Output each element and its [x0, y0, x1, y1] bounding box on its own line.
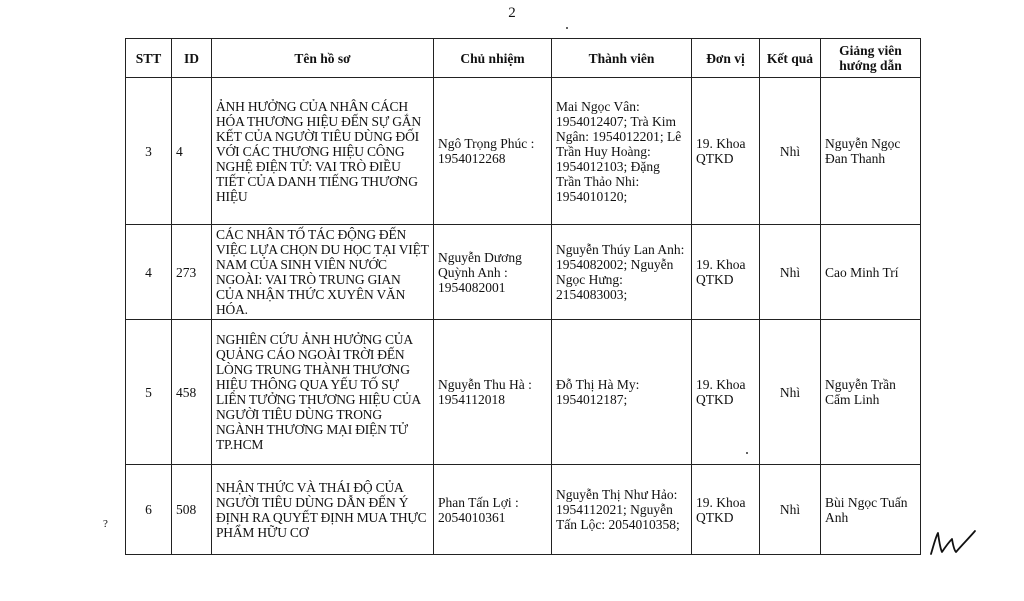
cell-stt: 3 — [126, 78, 172, 225]
page-number: 2 — [508, 5, 516, 21]
table-row — [126, 225, 921, 320]
cell-title: CÁC NHÂN TỐ TÁC ĐỘNG ĐẾN VIỆC LỰA CHỌN DU HỌC TẠI VIỆT NAM CỦA SINH VIÊN NƯỚC NGOÀI: VAI TRÒ TRUNG GIAN CỦA NHẬN THỨC XUYÊN VĂN HÓA. — [212, 225, 434, 320]
cell-unit: 19. Khoa QTKD — [692, 465, 760, 555]
header-advisor-line1: Giảng viên — [839, 43, 902, 58]
cell-id: 273 — [172, 225, 212, 320]
header-unit: Đơn vị — [692, 39, 760, 78]
header-advisor-line2: hướng dẫn — [839, 58, 902, 73]
table-row — [126, 78, 921, 225]
cell-id: 508 — [172, 465, 212, 555]
header-advisor — [821, 39, 921, 78]
cell-unit: 19. Khoa QTKD — [692, 78, 760, 225]
cell-leader: Ngô Trọng Phúc : 1954012268 — [434, 78, 552, 225]
header-members: Thành viên — [552, 39, 692, 78]
cell-advisor: Nguyễn Ngọc Đan Thanh — [821, 78, 921, 225]
cell-result: Nhì — [760, 78, 821, 225]
cell-stt: 5 — [126, 320, 172, 465]
awards-table — [125, 38, 921, 555]
cell-result: Nhì — [760, 465, 821, 555]
cell-unit: 19. Khoa QTKD — [692, 225, 760, 320]
table-header-row — [126, 39, 921, 78]
speck-mark — [566, 27, 568, 29]
cell-title: NHẬN THỨC VÀ THÁI ĐỘ CỦA NGƯỜI TIÊU DÙNG DẪN ĐẾN Ý ĐỊNH RA QUYẾT ĐỊNH MUA THỰC PHẨM HỮU CƠ — [212, 465, 434, 555]
cell-advisor: Nguyễn Trần Cẩm Linh — [821, 320, 921, 465]
header-stt: STT — [126, 39, 172, 78]
table-row — [126, 320, 921, 465]
cell-result: Nhì — [760, 225, 821, 320]
cell-members: Nguyễn Thúy Lan Anh: 1954082002; Nguyễn Ngọc Hưng: 2154083003; — [552, 225, 692, 320]
signature-initial-icon — [928, 528, 978, 558]
cell-stt: 4 — [126, 225, 172, 320]
header-id: ID — [172, 39, 212, 78]
speck-mark — [746, 452, 748, 454]
cell-leader: Nguyễn Thu Hà : 1954112018 — [434, 320, 552, 465]
cell-members: Mai Ngọc Vân: 1954012407; Trà Kim Ngân: 1954012201; Lê Trần Huy Hoàng: 1954012103; Đặng Trần Thảo Nhi: 1954010120; — [552, 78, 692, 225]
table-row — [126, 465, 921, 555]
cell-title: ẢNH HƯỞNG CỦA NHÂN CÁCH HÓA THƯƠNG HIỆU ĐẾN SỰ GẮN KẾT CỦA NGƯỜI TIÊU DÙNG ĐỐI VỚI CÁC THƯƠNG HIỆU CÔNG NGHỆ ĐIỆN TỬ: VAI TRÒ ĐIỀU TIẾT CỦA DANH TIẾNG THƯƠNG HIỆU — [212, 78, 434, 225]
cell-advisor: Cao Minh Trí — [821, 225, 921, 320]
cell-stt: 6 — [126, 465, 172, 555]
cell-leader: Phan Tấn Lợi : 2054010361 — [434, 465, 552, 555]
cell-id: 458 — [172, 320, 212, 465]
header-leader: Chủ nhiệm — [434, 39, 552, 78]
cell-advisor: Bùi Ngọc Tuấn Anh — [821, 465, 921, 555]
header-title: Tên hồ sơ — [212, 39, 434, 78]
header-result: Kết quả — [760, 39, 821, 78]
cell-title: NGHIÊN CỨU ẢNH HƯỞNG CỦA QUẢNG CÁO NGOÀI TRỜI ĐẾN LÒNG TRUNG THÀNH THƯƠNG HIỆU THÔNG QUA YẾU TỐ SỰ LIÊN TƯỞNG THƯƠNG HIỆU CỦA NGƯỜI TIÊU DÙNG TRONG NGÀNH THƯƠNG MẠI ĐIỆN TỬ TP.HCM — [212, 320, 434, 465]
cell-unit: 19. Khoa QTKD — [692, 320, 760, 465]
cell-result: Nhì — [760, 320, 821, 465]
cell-id: 4 — [172, 78, 212, 225]
cell-leader: Nguyễn Dương Quỳnh Anh : 1954082001 — [434, 225, 552, 320]
cell-members: Nguyễn Thị Như Hảo: 1954112021; Nguyễn Tấn Lộc: 2054010358; — [552, 465, 692, 555]
cell-members: Đỗ Thị Hà My: 1954012187; — [552, 320, 692, 465]
margin-mark: ? — [103, 518, 108, 530]
